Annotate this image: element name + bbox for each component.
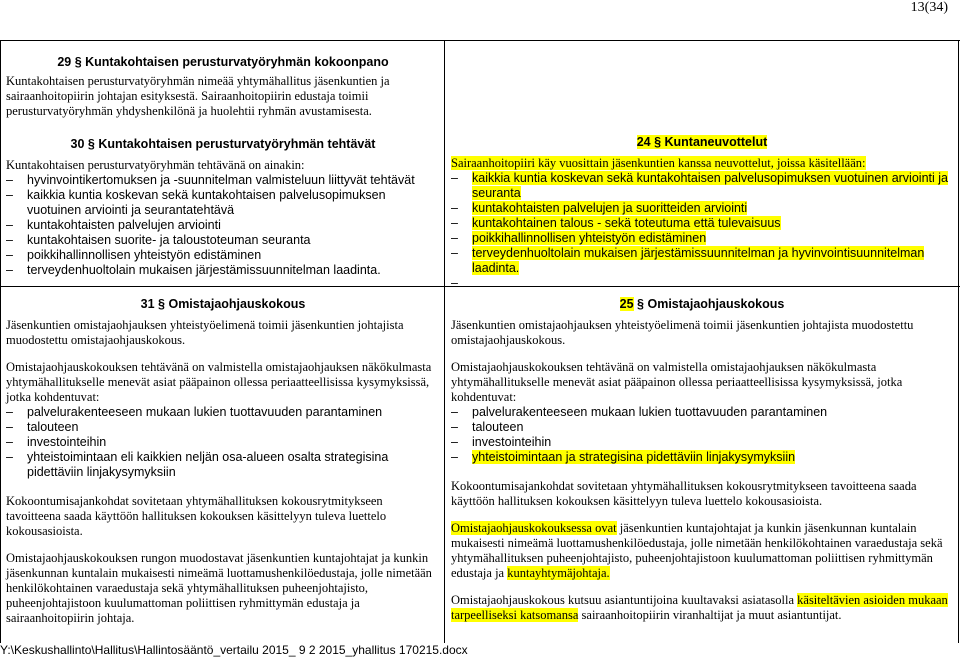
- highlight-text: Omistajaohjauskokouksessa ovat: [451, 521, 617, 535]
- section-31-p3: Kokoontumisajankohdat sovitetaan yhtymähallituksen kokousrytmitykseen tavoitteena saada käyttöön hallituksen kokouksen käsittelyyn tuleva luettelo kokousasioista.: [6, 494, 387, 538]
- right-bottom-cell: [451, 297, 953, 635]
- list-item: – talouteen: [451, 420, 953, 435]
- list-item: – terveydenhuoltolain mukaisen järjestämissuunnitelman laadinta.: [6, 263, 440, 278]
- list-item: [451, 231, 953, 246]
- list-item-text: kuntakohtainen talous - sekä toteutuma että tulevaisuus: [472, 216, 781, 230]
- section-24-intro: [451, 156, 953, 171]
- list-item: – investointeihin: [6, 435, 440, 450]
- highlight-text: käsiteltävien asioiden mukaan tarpeelliseksi katsomansa: [451, 593, 948, 622]
- section-25-title-text: § Omistajaohjauskokous: [633, 297, 785, 311]
- section-31-title: 31 § Omistajaohjauskokous: [140, 297, 306, 311]
- section-25-p2: Omistajaohjauskokouksen tehtävänä on valmistella omistajaohjauksen näkökulmasta yhtymähallitukselle menevät asiat pääpainon ollessa periaatteellisissa kysymyksissä, jotka kohdentuvat:: [451, 360, 903, 404]
- section-31-p2: Omistajaohjauskokouksen tehtävänä on valmistella omistajaohjauksen näkökulmasta yhtymähallitukselle menevät asiat pääpainon ollessa periaatteellisissa kysymyksissä, jotka kohdentuvat:: [6, 360, 432, 404]
- list-item: – yhteistoimintaan eli kaikkien neljän osa-alueen osalta strategisina pidettäviin linjakysymyksiin: [6, 450, 440, 480]
- section-25-p4: [451, 521, 953, 581]
- table-top-border: [0, 40, 960, 41]
- section-31-p4: Omistajaohjauskokouksen rungon muodostavat jäsenkuntien kuntajohtajat ja kunkin jäsenkunnan kuntalain mukaisesti nimeämä luottamushenkilöedustaja, jolle nimetään henkilökohtainen varaedustaja sekä yhtymähallituksen puheenjohtajisto, puheenjohtajistoon kuulumattoman poliittisen ryhmittymän edustaja ja sairaanhoitopiirin johtaja.: [6, 551, 432, 625]
- list-item: – kaikkia kuntia koskevan sekä kuntakohtaisen palvelusopimuksen vuotuinen arviointi ja seurantatehtävä: [6, 188, 440, 218]
- section-29-text: Kuntakohtaisen perusturvatyöryhmän nimeää yhtymähallitus jäsenkuntien ja sairaanhoitopiirin johtajan esityksestä. Sairaanhoitopiirin edustaja toimii perusturvatyöryhmän yhdyshenkilönä ja huolehtii ryhmän avustamisesta.: [6, 74, 390, 118]
- section-25-p1: Jäsenkuntien omistajaohjauksen yhteistyöelimenä toimii jäsenkuntien johtajista muodostettu omistajaohjauskokous.: [451, 318, 914, 347]
- section-24-title: [451, 135, 953, 150]
- page-number: 13(34): [910, 0, 948, 15]
- right-border: [958, 40, 959, 643]
- right-top-cell: [451, 135, 953, 276]
- list-item: – palvelurakenteeseen mukaan lukien tuottavuuden parantaminen: [451, 405, 953, 420]
- section-31-list: [6, 405, 440, 480]
- list-item: – kuntakohtaisten palvelujen arviointi: [6, 218, 440, 233]
- section-30-list: [6, 173, 440, 278]
- paragraph-text: sairaanhoitopiirin viranhaltijat ja muut asiantuntijat.: [578, 608, 842, 622]
- list-item-text: poikkihallinnollisen yhteistyön edistäminen: [472, 231, 707, 245]
- list-item: [451, 201, 953, 216]
- file-path-footer: Y:\Keskushallinto\Hallitus\Hallintosääntö_vertailu 2015_ 9 2 2015_yhallitus 170215.docx: [0, 643, 468, 657]
- list-item-text: kuntakohtaisten palvelujen ja suoritteiden arviointi: [472, 201, 748, 215]
- column-divider: [444, 40, 445, 643]
- section-24-list: [451, 171, 953, 276]
- list-item-text: terveydenhuoltolain mukaisen järjestämissuunnitelman ja hyvinvointisuunnitelman laadinta.: [472, 246, 925, 275]
- list-item: [451, 216, 953, 231]
- section-29-title: 29 § Kuntakohtaisen perusturvatyöryhmän kokoonpano: [57, 55, 389, 69]
- list-item: [451, 171, 953, 201]
- highlight-text: kuntayhtymäjohtaja.: [507, 566, 610, 580]
- section-25-title: [451, 297, 953, 312]
- list-item: [451, 246, 953, 276]
- list-item-text: yhteistoimintaan ja strategisina pidettäviin linjakysymyksiin: [472, 450, 796, 464]
- list-item: – kuntakohtaisen suorite- ja taloustoteuman seuranta: [6, 233, 440, 248]
- left-bottom-cell: [6, 297, 440, 638]
- paragraph-text: jäsenkuntien kuntajohtajat ja kunkin jäsenkunnan kuntalain mukaisesti nimeämä luottamushenkilöedustaja, jolle nimetään henkilökohtainen varaedustaja sekä yhtymähallituksen puheenjohtajisto, puheenjohtajistoon kuulumattoman poliittisen ryhmittymän edustaja ja: [451, 521, 943, 580]
- list-item-text: kaikkia kuntia koskevan sekä kuntakohtaisen palvelusopimuksen vuotuinen arviointi ja seuranta: [472, 171, 948, 200]
- section-24-intro-text: Sairaanhoitopiiri käy vuosittain jäsenkuntien kanssa neuvottelut, joissa käsitellään:: [451, 156, 866, 170]
- section-31-p1: Jäsenkuntien omistajaohjauksen yhteistyöelimenä toimii jäsenkuntien johtajista muodostettu omistajaohjauskokous.: [6, 318, 404, 347]
- paragraph-text: Omistajaohjauskokous kutsuu asiantuntijoina kuultavaksi asiatasolla: [451, 593, 798, 607]
- section-25-list: [451, 405, 953, 465]
- list-item: – investointeihin: [451, 435, 953, 450]
- section-25-p3: Kokoontumisajankohdat sovitetaan yhtymähallituksen kokousrytmitykseen tavoitteena saada käyttöön hallituksen kokouksen käsittelyyn tuleva luettelo kokousasioista.: [451, 479, 917, 508]
- list-item: – talouteen: [6, 420, 440, 435]
- row-divider: [0, 286, 960, 287]
- list-item: – hyvinvointikertomuksen ja -suunnitelman valmisteluun liittyvät tehtävät: [6, 173, 440, 188]
- section-25-p5: [451, 593, 953, 623]
- section-24-title-text: 24 § Kuntaneuvottelut: [636, 135, 768, 149]
- left-top-cell: [6, 55, 440, 278]
- list-item: [451, 450, 953, 465]
- section-25-number: 25: [619, 297, 634, 311]
- list-item: – poikkihallinnollisen yhteistyön edistäminen: [6, 248, 440, 263]
- left-border: [0, 40, 1, 643]
- section-30-title: 30 § Kuntakohtaisen perusturvatyöryhmän tehtävät: [70, 137, 376, 151]
- list-item: – palvelurakenteeseen mukaan lukien tuottavuuden parantaminen: [6, 405, 440, 420]
- section-30-intro: Kuntakohtaisen perusturvatyöryhmän tehtävänä on ainakin:: [6, 158, 305, 172]
